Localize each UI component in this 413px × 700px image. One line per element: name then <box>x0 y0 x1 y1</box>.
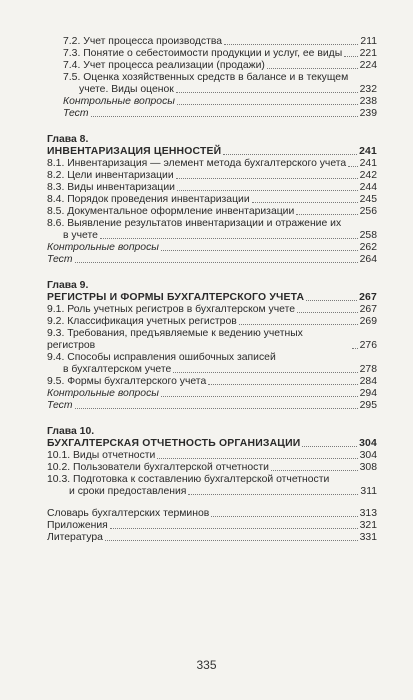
leader-dots <box>110 528 358 529</box>
toc-entry: 8.3. Виды инвентаризации 244 <box>47 182 377 193</box>
toc-entry: 9.2. Классификация учетных регистров 269 <box>47 316 377 327</box>
leader-dots <box>223 154 357 155</box>
leader-dots <box>75 262 358 263</box>
leader-dots <box>177 104 358 105</box>
leader-dots <box>75 408 358 409</box>
leader-dots <box>267 68 358 69</box>
leader-dots <box>100 238 358 239</box>
leader-dots <box>352 348 358 349</box>
leader-dots <box>177 190 358 191</box>
toc-entry: 9.4. Способы исправления ошибочных записей в бухгалтерском учете 278 <box>47 352 377 375</box>
leader-dots <box>157 458 357 459</box>
toc-entry: 9.5. Формы бухгалтерского учета 284 <box>47 376 377 387</box>
chapter-label: Глава 8. <box>47 134 89 145</box>
leader-dots <box>296 214 357 215</box>
toc-entry: 9.3. Требования, предъявляемые к ведению учетных регистров 276 <box>47 328 377 351</box>
toc-entry: 8.2. Цели инвентаризации 242 <box>47 170 377 181</box>
toc-entry: 10.1. Виды отчетности 304 <box>47 450 377 461</box>
page-number: 335 <box>196 658 217 672</box>
toc-entry-literature: Литература 331 <box>47 532 377 543</box>
toc-entry-questions: Контрольные вопросы 262 <box>47 242 377 253</box>
leader-dots <box>306 300 357 301</box>
toc-entry-questions: Контрольные вопросы 294 <box>47 388 377 399</box>
chapter-title: БУХГАЛТЕРСКАЯ ОТЧЕТНОСТЬ ОРГАНИЗАЦИИ 304 <box>47 438 377 449</box>
toc-entry: 7.4. Учет процесса реализации (продажи) 224 <box>63 60 377 71</box>
toc-entry-appendices: Приложения 321 <box>47 520 377 531</box>
chapter-title: ИНВЕНТАРИЗАЦИЯ ЦЕННОСТЕЙ 241 <box>47 146 377 157</box>
leader-dots <box>224 44 358 45</box>
leader-dots <box>344 56 357 57</box>
toc-entry: 8.4. Порядок проведения инвентаризации 245 <box>47 194 377 205</box>
leader-dots <box>161 396 358 397</box>
toc-entry-glossary: Словарь бухгалтерских терминов 313 <box>47 508 377 519</box>
toc-entry: 10.3. Подготовка к составлению бухгалтерской отчетности и сроки предоставления 311 <box>47 474 377 497</box>
toc-entry: 8.5. Документальное оформление инвентаризации 256 <box>47 206 377 217</box>
leader-dots <box>348 166 357 167</box>
chapter-label: Глава 9. <box>47 280 89 291</box>
leader-dots <box>211 516 357 517</box>
leader-dots <box>188 494 358 495</box>
toc-entry: 8.1. Инвентаризация — элемент метода бухгалтерского учета 241 <box>47 158 377 169</box>
leader-dots <box>91 116 358 117</box>
toc-entry-questions: Контрольные вопросы 238 <box>63 96 377 107</box>
toc-entry: 9.1. Роль учетных регистров в бухгалтерском учете 267 <box>47 304 377 315</box>
table-of-contents <box>47 36 377 544</box>
toc-entry-test: Тест 239 <box>63 108 377 119</box>
leader-dots <box>239 324 358 325</box>
leader-dots <box>252 202 358 203</box>
leader-dots <box>297 312 358 313</box>
leader-dots <box>173 372 357 373</box>
toc-entry: 10.2. Пользователи бухгалтерской отчетности 308 <box>47 462 377 473</box>
toc-entry: 7.3. Понятие о себестоимости продукции и услуг, ее виды 221 <box>63 48 377 59</box>
toc-entry-test: Тест 295 <box>47 400 377 411</box>
toc-entry: 7.5. Оценка хозяйственных средств в балансе и в текущем учете. Виды оценок 232 <box>63 72 377 95</box>
toc-entry: 8.6. Выявление результатов инвентаризации и отражение их в учете 258 <box>47 218 377 241</box>
toc-entry-test: Тест 264 <box>47 254 377 265</box>
leader-dots <box>105 540 358 541</box>
toc-entry: 7.2. Учет процесса производства 211 <box>63 36 377 47</box>
leader-dots <box>271 470 358 471</box>
chapter-title: РЕГИСТРЫ И ФОРМЫ БУХГАЛТЕРСКОГО УЧЕТА 267 <box>47 292 377 303</box>
leader-dots <box>176 178 358 179</box>
chapter-label: Глава 10. <box>47 426 95 437</box>
leader-dots <box>161 250 358 251</box>
leader-dots <box>176 92 358 93</box>
leader-dots <box>302 446 357 447</box>
leader-dots <box>208 384 357 385</box>
